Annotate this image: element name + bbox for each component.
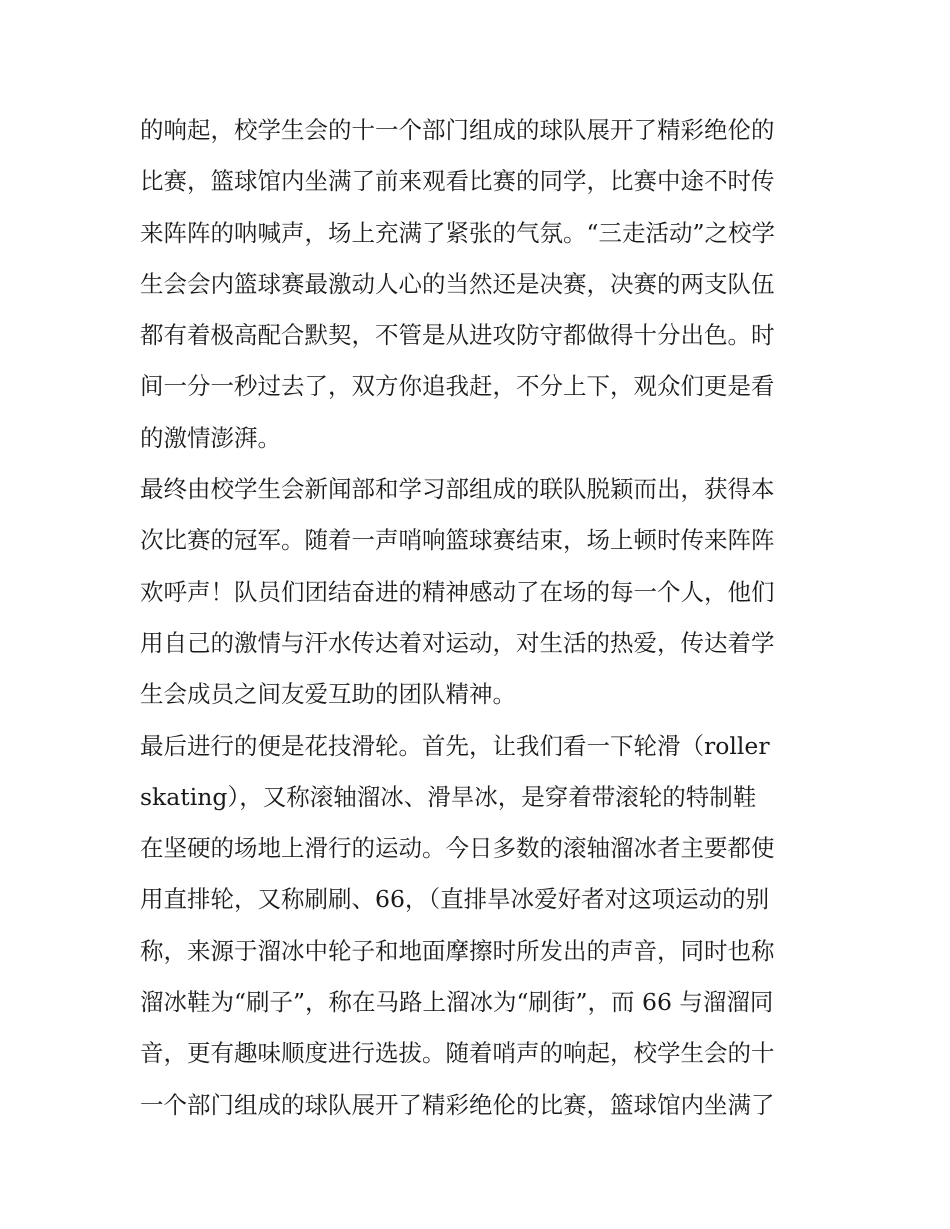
text-line: 音，更有趣味顺度进行选拔。随着哨声的响起，校学生会的十: [140, 1039, 775, 1068]
text-line: 最后进行的便是花技滑轮。首先，让我们看一下轮滑（roller: [140, 731, 770, 760]
text-line: 生会成员之间友爱互助的团队精神。: [140, 680, 516, 709]
text-line: 一个部门组成的球队展开了精彩绝伦的比赛，篮球馆内坐满了: [140, 1090, 775, 1119]
text-line: 最终由校学生会新闻部和学习部组成的联队脱颖而出，获得本: [140, 475, 775, 504]
text-line: 在坚硬的场地上滑行的运动。今日多数的滚轴溜冰者主要都使: [140, 834, 775, 863]
text-line: 的响起，校学生会的十一个部门组成的球队展开了精彩绝伦的: [140, 116, 775, 144]
text-line: 溜冰鞋为“刷子”，称在马路上溜冰为“刷街”，而 66 与溜溜同: [140, 988, 774, 1017]
text-line: 的激情澎湃。: [140, 423, 281, 452]
body-text: [140, 105, 830, 1131]
text-line: 比赛，篮球馆内坐满了前来观看比赛的同学，比赛中途不时传: [140, 167, 775, 196]
text-line: 来阵阵的呐喊声，场上充满了紧张的气氛。“三走活动”之校学: [140, 218, 776, 247]
text-line: skating），又称滚轴溜冰、滑旱冰，是穿着带滚轮的特制鞋: [140, 782, 757, 811]
text-line: 称，来源于溜冰中轮子和地面摩擦时所发出的声音，同时也称: [140, 936, 775, 965]
text-line: 次比赛的冠军。随着一声哨响篮球赛结束，场上顿时传来阵阵: [140, 526, 775, 555]
text-line: 欢呼声！队员们团结奋进的精神感动了在场的每一个人，他们: [140, 577, 775, 606]
text-line: 都有着极高配合默契，不管是从进攻防守都做得十分出色。时: [140, 321, 775, 350]
text-line: 用直排轮，又称刷刷、66，（直排旱冰爱好者对这项运动的别: [140, 885, 770, 914]
text-line: 用自己的激情与汗水传达着对运动，对生活的热爱，传达着学: [140, 628, 775, 657]
text-line: 生会会内篮球赛最激动人心的当然还是决赛，决赛的两支队伍: [140, 269, 775, 298]
text-line: 间一分一秒过去了，双方你追我赶，不分上下，观众们更是看: [140, 372, 775, 401]
